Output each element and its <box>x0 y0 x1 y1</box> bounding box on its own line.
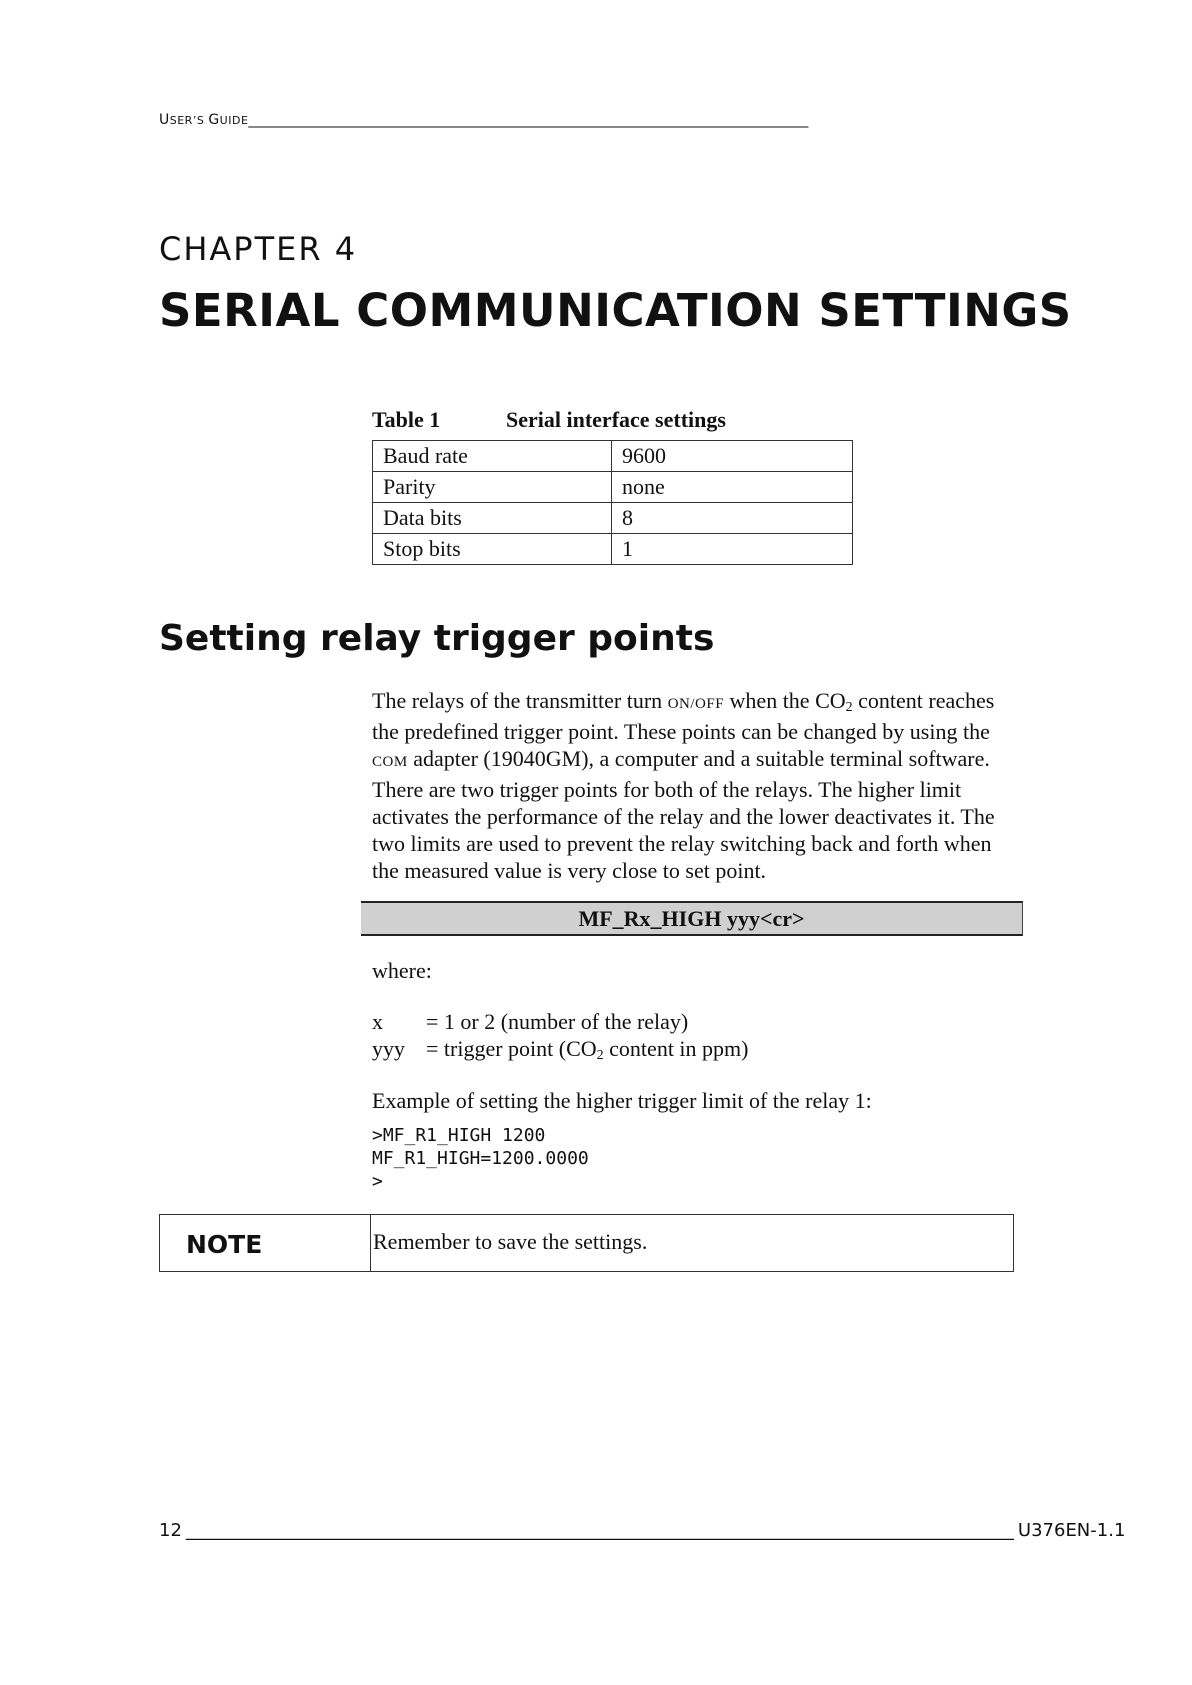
table-row <box>373 503 853 534</box>
table-cell-value: 8 <box>612 503 853 534</box>
document-code: U376EN-1.1 <box>1017 1520 1126 1541</box>
table-row <box>373 472 853 503</box>
table-row <box>373 441 853 472</box>
table-cell-key: Parity <box>373 472 612 503</box>
para-text: The relays of the transmitter turn <box>372 688 668 713</box>
header-text: UIDE <box>219 114 249 127</box>
para-text: content reaches the predefined trigger point. These points can be changed by using the <box>372 688 995 744</box>
section-title: Setting relay trigger points <box>159 618 715 659</box>
chapter-label: CHAPTER 4 <box>159 230 358 268</box>
definition-x <box>372 1009 688 1035</box>
note-divider <box>370 1214 371 1272</box>
where-label: where: <box>372 958 432 983</box>
code-example: >MF_R1_HIGH 1200 MF_R1_HIGH=1200.0000 > <box>372 1125 589 1192</box>
running-header <box>159 112 1009 128</box>
para-text: ON/OFF <box>667 696 725 712</box>
definition-text: = 1 or 2 (number of the relay) <box>426 1009 689 1034</box>
body-paragraph <box>372 687 1012 884</box>
serial-settings-table <box>372 440 853 565</box>
table-row <box>373 534 853 565</box>
subscript: 2 <box>596 1048 604 1063</box>
page-number: 12 <box>159 1520 182 1541</box>
para-text: adapter (19040GM), a computer and a suitable terminal software. There are two trigger points for both of the relays. The higher limit activates the performance of the relay and the lower deactivates it. The two limits are used to prevent the relay switching back and forth when the measured value is very close to set point. <box>372 746 995 883</box>
para-text: when the CO <box>724 688 846 713</box>
table-number: Table 1 <box>372 407 441 432</box>
page-footer <box>159 1520 1126 1541</box>
table-title: Serial interface settings <box>506 407 726 432</box>
header-text: U <box>159 112 170 128</box>
table-cell-value: none <box>612 472 853 503</box>
table-caption <box>372 407 726 433</box>
table-cell-value: 9600 <box>612 441 853 472</box>
chapter-title: SERIAL COMMUNICATION SETTINGS <box>159 284 1072 337</box>
para-text: COM <box>372 754 408 770</box>
note-label: NOTE <box>186 1230 263 1259</box>
table-cell-key: Data bits <box>373 503 612 534</box>
subscript: 2 <box>845 700 853 715</box>
footer-rule: ____________________________________________________________________________________________ <box>185 1520 1014 1541</box>
definition-text: content in ppm) <box>603 1036 749 1061</box>
header-rule: ________________________________________________________________________________ <box>248 112 809 128</box>
table-cell-key: Stop bits <box>373 534 612 565</box>
definition-term: yyy <box>372 1036 405 1061</box>
table-cell-value: 1 <box>612 534 853 565</box>
command-syntax-box: MF_Rx_HIGH yyy<cr> <box>361 901 1023 936</box>
definition-term: x <box>372 1009 383 1034</box>
definition-yyy <box>372 1036 748 1062</box>
example-caption: Example of setting the higher trigger limit of the relay 1: <box>372 1088 872 1113</box>
table-cell-key: Baud rate <box>373 441 612 472</box>
note-text: Remember to save the settings. <box>373 1229 648 1254</box>
header-text: SER’S <box>169 114 209 127</box>
definition-text: = trigger point (CO <box>426 1036 597 1061</box>
header-text: G <box>208 112 220 128</box>
